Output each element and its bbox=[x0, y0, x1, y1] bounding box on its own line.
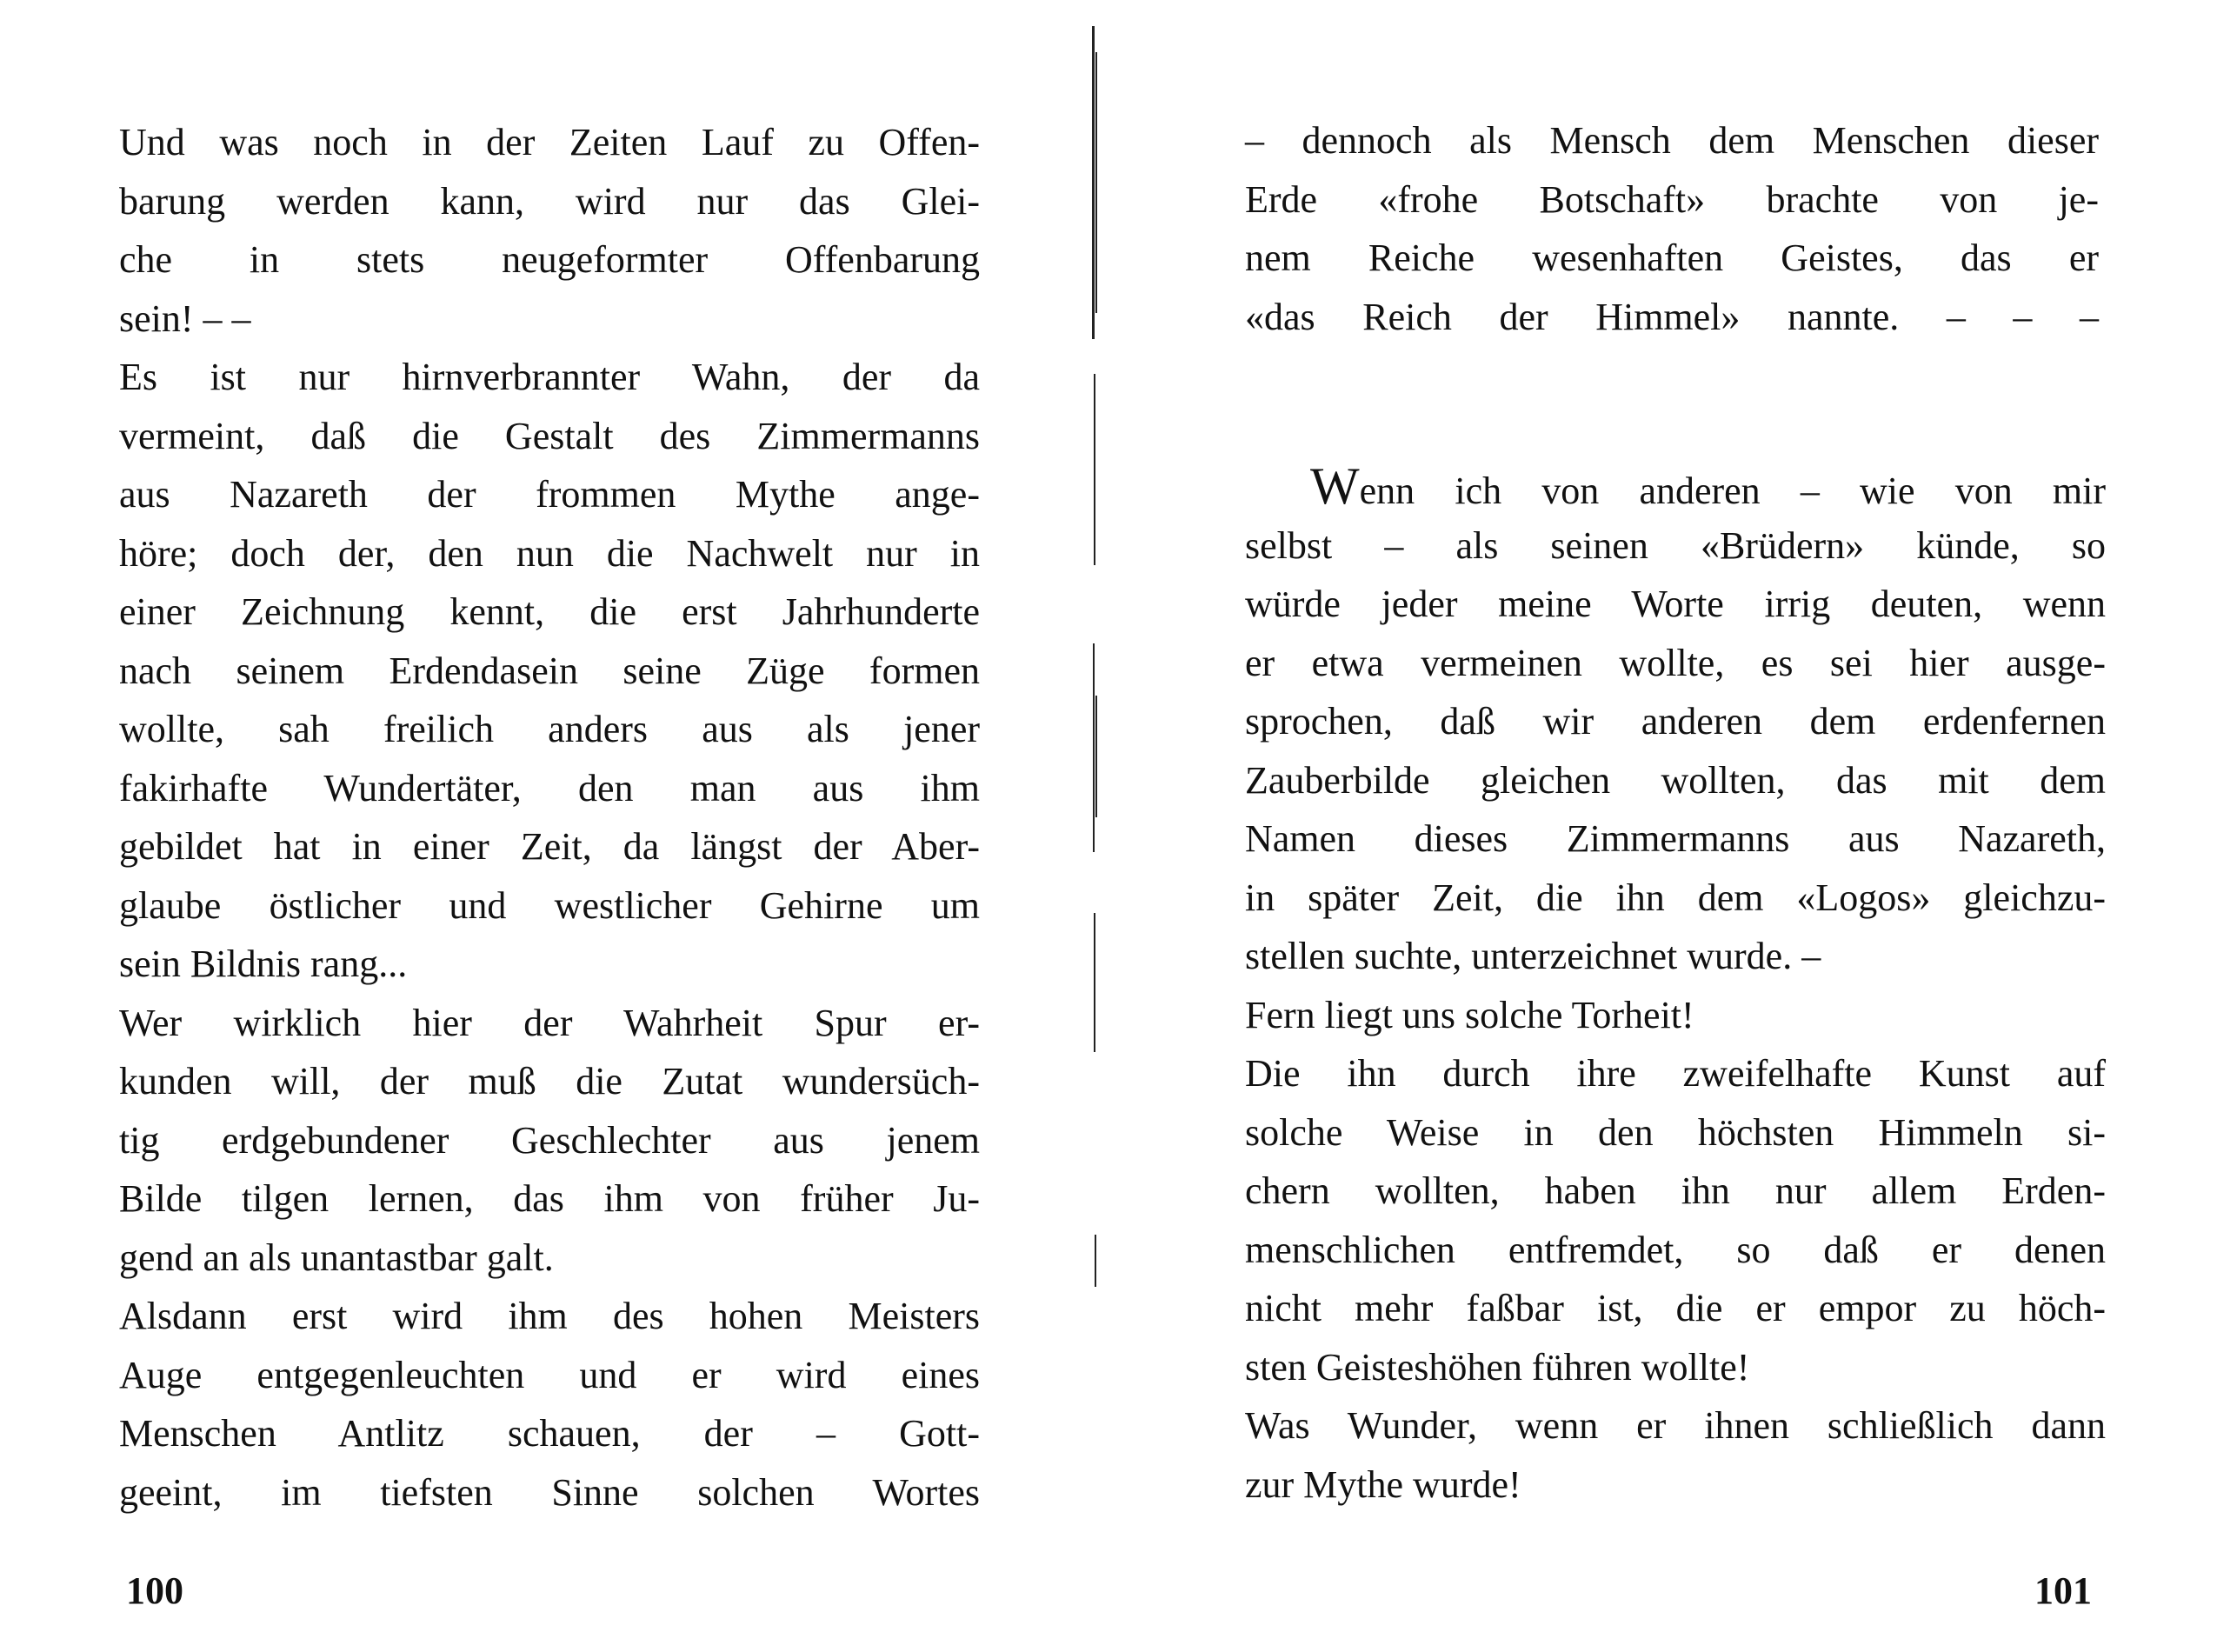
text-line: Namen dieses Zimmermanns aus Nazareth, bbox=[1245, 817, 2106, 860]
text-line: kunden will, der muß die Zutat wundersüch- bbox=[119, 1060, 980, 1102]
text-line: «das Reich der Himmel» nannte. – – – bbox=[1245, 295, 2099, 338]
left-page-text bbox=[119, 113, 980, 1522]
text-line: in später Zeit, die ihn dem «Logos» gleichzu- bbox=[1245, 876, 2106, 919]
text-line: nem Reiche wesenhaften Geistes, das er bbox=[1245, 236, 2099, 279]
text-line: Alsdann erst wird ihm des hohen Meisters bbox=[119, 1295, 980, 1337]
text-line: sprochen, daß wir anderen dem erdenfernen bbox=[1245, 700, 2106, 743]
text-line: Fern liegt uns solche Torheit! bbox=[1245, 993, 1694, 1036]
text-line: sten Geisteshöhen führen wollte! bbox=[1245, 1345, 1750, 1389]
text-line-first bbox=[1245, 457, 2106, 516]
text-line: Wer wirklich hier der Wahrheit Spur er- bbox=[119, 1001, 980, 1044]
text-line: Die ihn durch ihre zweifelhafte Kunst auf bbox=[1245, 1052, 2106, 1095]
text-line: nicht mehr faßbar ist, die er empor zu höch- bbox=[1245, 1287, 2106, 1329]
right-page-paragraph-top bbox=[1245, 111, 2099, 346]
text-line: sein Bildnis rang... bbox=[119, 943, 408, 985]
text-line: Auge entgegenleuchten und er wird eines bbox=[119, 1353, 980, 1396]
text-line: selbst – als seinen «Brüdern» künde, so bbox=[1245, 523, 2106, 567]
text-line: gend an als unantastbar galt. bbox=[119, 1236, 554, 1279]
text-line-rest: enn ich von anderen – wie von mir bbox=[1359, 470, 2106, 512]
right-page-paragraph-main bbox=[1245, 457, 2106, 1514]
text-line: glaube östlicher und westlicher Gehirne um bbox=[119, 883, 980, 927]
text-line: er etwa vermeinen wollte, es sei hier ausge- bbox=[1245, 641, 2106, 684]
text-line: tig erdgebundener Geschlechter aus jenem bbox=[119, 1118, 980, 1162]
text-line: aus Nazareth der frommen Mythe ange- bbox=[119, 473, 980, 516]
text-line: Zauberbilde gleichen wollten, das mit dem bbox=[1245, 758, 2106, 802]
text-line: chern wollten, haben ihn nur allem Erden- bbox=[1245, 1169, 2106, 1212]
text-line: barung werden kann, wird nur das Glei- bbox=[119, 179, 980, 223]
text-line: gebildet hat in einer Zeit, da längst der Aber- bbox=[119, 825, 980, 868]
text-line: che in stets neugeformter Offenbarung bbox=[119, 238, 980, 281]
text-line: – dennoch als Mensch dem Menschen dieser bbox=[1245, 119, 2099, 162]
text-line: zur Mythe wurde! bbox=[1245, 1462, 1521, 1506]
text-line: Es ist nur hirnverbrannter Wahn, der da bbox=[119, 356, 980, 398]
text-line: würde jeder meine Worte irrig deuten, wenn bbox=[1245, 583, 2106, 625]
text-line: Bilde tilgen lernen, das ihm von früher Ju- bbox=[119, 1177, 980, 1220]
text-line: wollte, sah freilich anders aus als jener bbox=[119, 708, 980, 750]
text-line: Menschen Antlitz schauen, der – Gott- bbox=[119, 1412, 980, 1455]
text-line: vermeint, daß die Gestalt des Zimmermanns bbox=[119, 414, 980, 457]
text-line: stellen suchte, unterzeichnet wurde. – bbox=[1245, 935, 1821, 977]
page-number-left: 100 bbox=[126, 1569, 183, 1612]
text-line: Erde «frohe Botschaft» brachte von je- bbox=[1245, 177, 2099, 221]
text-line: menschlichen entfremdet, so daß er denen bbox=[1245, 1228, 2106, 1271]
text-line: sein! – – bbox=[119, 296, 251, 340]
text-line: solche Weise in den höchsten Himmeln si- bbox=[1245, 1110, 2106, 1154]
text-line: geeint, im tiefsten Sinne solchen Wortes bbox=[119, 1470, 980, 1514]
text-line: Was Wunder, wenn er ihnen schließlich dann bbox=[1245, 1404, 2106, 1447]
left-page bbox=[0, 0, 1104, 1652]
drop-initial: W bbox=[1310, 457, 1360, 515]
text-line: einer Zeichnung kennt, die erst Jahrhunderte bbox=[119, 590, 980, 633]
text-line: fakirhafte Wundertäter, den man aus ihm bbox=[119, 766, 980, 809]
text-line: nach seinem Erdendasein seine Züge formen bbox=[119, 649, 980, 692]
text-line: höre; doch der, den nun die Nachwelt nur in bbox=[119, 531, 980, 575]
page-number-right: 101 bbox=[2034, 1569, 2092, 1612]
text-line: Und was noch in der Zeiten Lauf zu Offen- bbox=[119, 121, 980, 163]
